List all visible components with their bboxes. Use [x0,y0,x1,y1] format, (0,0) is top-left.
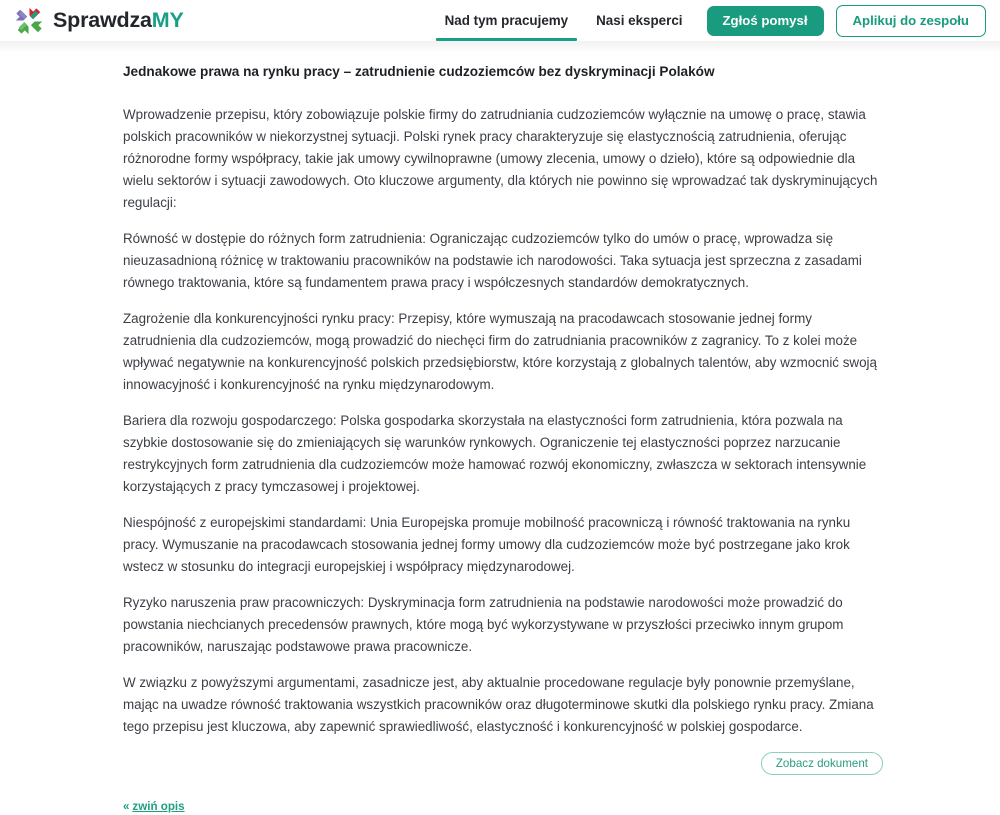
main-navigation [431,0,986,41]
brand-text-dark: Sprawdza [53,8,152,32]
document-actions [123,752,883,775]
apply-to-team-button[interactable]: Aplikuj do zespołu [836,5,987,37]
article-paragraph: Ryzyko naruszenia praw pracowniczych: Dyskryminacja form zatrudnienia na podstawie narodowości może prowadzić do powstania niechcianych precedensów prawnych, które mogą być wykorzystywane w przyszłości przeciwko innym grupom pracowników, naruszając podstawowe prawa pracownicze. [123,594,844,654]
article-paragraph: Bariera dla rozwoju gospodarczego: Polska gospodarka skorzystała na elastyczności form zatrudnienia, która pozwala na szybkie dostosowanie się do zmieniających się warunków rynkowych. Ograniczenie tej elastyczności poprzez narzucanie restrykcyjnych form zatrudnienia dla cudzoziemców może hamować rozwój ekonomiczny, zwłaszcza w sektorach intensywnie korzystających z pracy tymczasowej i projektowej. [123,412,867,494]
article-paragraph: Wprowadzenie przepisu, który zobowiązuje polskie firmy do zatrudniania cudzoziemców wyłącznie na umowę o pracę, stawia polskich pracowników w niekorzystnej sytuacji. Polski rynek pracy charakteryzuje się elastycznością zatrudnienia, oferując różnorodne formy współpracy, takie jak umowy cywilnoprawne (umowy zlecenia, umowy o dzieło), które są odpowiednie dla wielu sektorów i sytuacji zawodowych. Oto kluczowe argumenty, dla których nie powinno się wprowadzać tak dyskryminujących regulacji: [123,106,878,210]
nav-item-nasi-eksperci[interactable]: Nasi eksperci [596,13,683,28]
article-content [123,62,883,738]
article-paragraph: W związku z powyższymi argumentami, zasadnicze jest, aby aktualnie procedowane regulacje były ponownie przemyślane, mając na uwadze równość traktowania wszystkich pracowników oraz długoterminowe skutki dla polskiego rynku pracy. Zmiana tego przepisu jest kluczowa, aby zapewnić sprawiedliwość, elastyczność i konkurencyjność w polskiej gospodarce. [123,674,874,734]
page-body [0,41,1000,815]
double-chevron-left-icon: « [123,800,130,813]
article-paragraph: Zagrożenie dla konkurencyjności rynku pracy: Przepisy, które wymuszają na pracodawcach stosowanie jednej formy zatrudnienia dla cudzoziemców, mogą prowadzić do niechęci firm do zatrudniania pracowników z zagranicy. To z kolei może wpływać negatywnie na konkurencyjność polskich przedsiębiorstw, które korzystają z globalnych talentów, aby wzmocnić swoją innowacyjność i konkurencyjność na rynku międzynarodowym. [123,310,877,392]
collapse-row [123,797,883,815]
brand-wordmark [53,8,184,33]
article-paragraph: Niespójność z europejskimi standardami: Unia Europejska promuje mobilność pracowniczą i równość traktowania na rynku pracy. Wymuszanie na pracodawcach stosowania jednej formy umowy dla cudzoziemców może być postrzegane jako krok wstecz w stosunku do integracji europejskiej i współpracy międzynarodowej. [123,514,851,574]
submit-idea-button[interactable]: Zgłoś pomysł [707,6,824,36]
brand-text-accent: MY [151,8,184,32]
site-header [0,0,1000,41]
article-paragraph: Równość w dostępie do różnych form zatrudnienia: Ograniczając cudzoziemców tylko do umów o pracę, wprowadza się nieuzasadnioną różnicę w traktowaniu pracowników na podstawie ich narodowości. Taka sytuacja jest sprzeczna z zasadami równego traktowania, które są fundamentem prawa pracy i współczesnych standardów demokratycznych. [123,230,862,290]
nav-item-nad-tym-pracujemy[interactable]: Nad tym pracujemy [431,0,583,41]
article-title: Jednakowe prawa na rynku pracy – zatrudnienie cudzoziemców bez dyskryminacji Polaków [123,64,715,79]
collapse-description-label: zwiń opis [132,799,185,813]
view-document-button[interactable]: Zobacz dokument [761,752,883,775]
pinwheel-check-logo-icon [14,6,44,36]
collapse-description-link[interactable] [123,800,185,813]
brand-logo-link[interactable] [14,6,184,36]
